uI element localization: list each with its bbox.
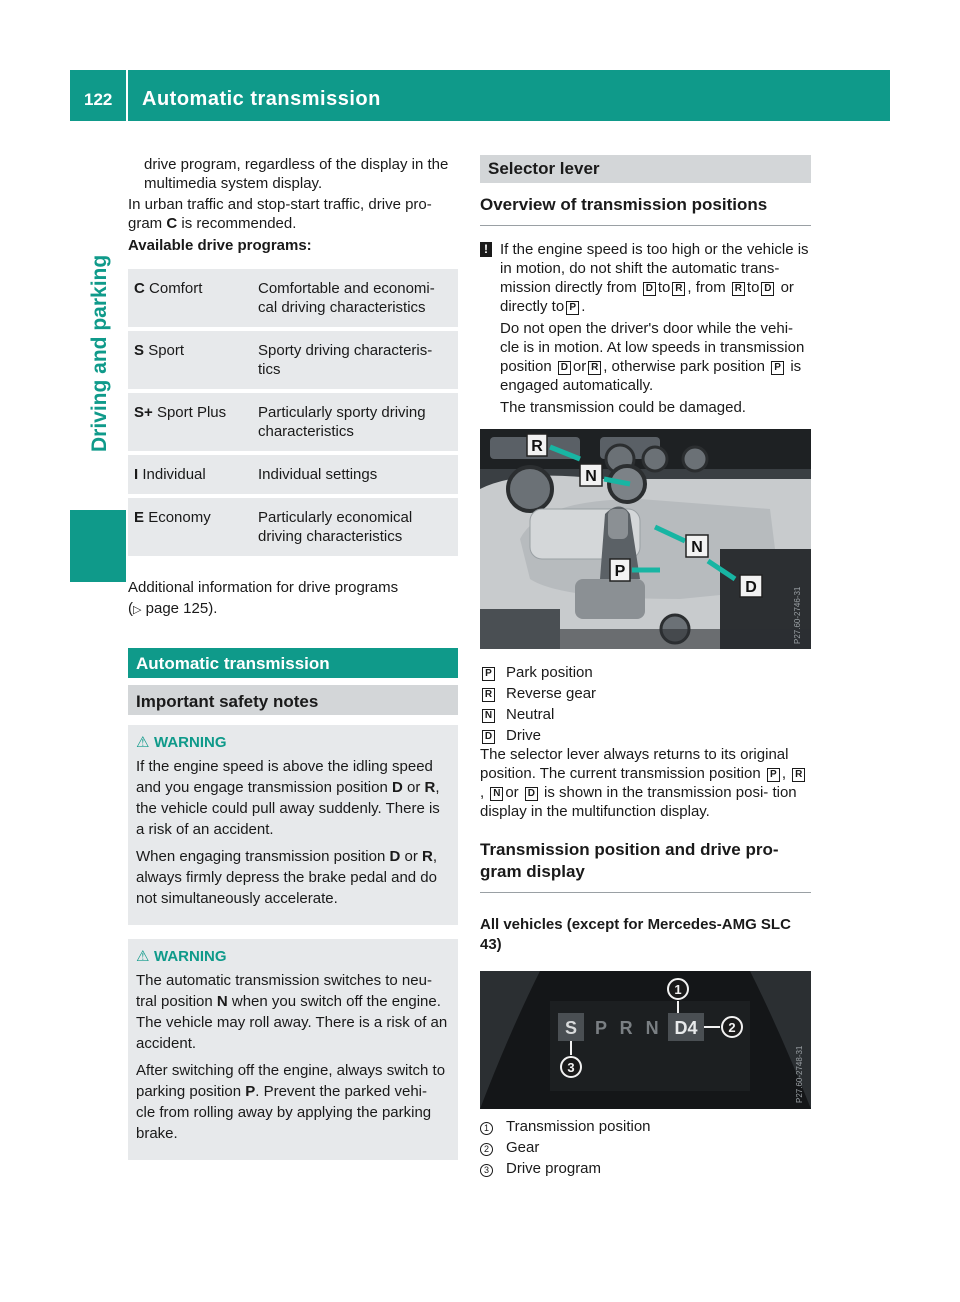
- key-n-icon: N: [482, 709, 495, 723]
- legend-label: Drive program: [506, 1160, 602, 1177]
- key-p-icon: P: [771, 361, 784, 375]
- w2-key-n: N: [216, 993, 228, 1010]
- warning-title: [136, 947, 450, 966]
- program-name-cell: [128, 269, 252, 329]
- program-key: S+: [134, 404, 153, 421]
- w1-key-d: D: [392, 779, 403, 796]
- program-name: Individual: [142, 466, 206, 483]
- returns-paragraph: The selector lever always returns to its original position. The current transmission position P , R, N or D is shown in the transmission posi- tion display in the multifunction display.: [480, 745, 811, 821]
- callout-d: [740, 575, 762, 597]
- program-name-cell: [128, 329, 252, 391]
- program-name: Sport: [148, 342, 185, 359]
- note-from: , from: [687, 279, 726, 296]
- display-legend: [480, 1117, 811, 1178]
- gear-readout: D4: [674, 1018, 698, 1038]
- program-name-cell: [128, 453, 252, 496]
- w1-key-r: R: [424, 779, 436, 796]
- program-row: [128, 269, 458, 329]
- callout-2-icon: 2: [480, 1143, 493, 1156]
- chapter-label: Driving and parking: [88, 254, 111, 452]
- warning-icon: ⚠: [136, 948, 150, 965]
- transmission-positions-readout: P R N: [595, 1018, 663, 1038]
- key-r-icon: R: [482, 688, 495, 702]
- program-description: Comfortable and economi- cal driving characteristics: [252, 269, 458, 329]
- note-text: Do not open the driver's door while the vehi- cle is in motion. At low speeds in transmission position: [500, 320, 805, 375]
- legend-label: Neutral: [506, 706, 555, 723]
- svg-text:R: R: [531, 438, 543, 455]
- svg-text:D: D: [745, 579, 757, 596]
- overview-heading: Overview of transmission positions: [480, 194, 811, 226]
- legend-item: [480, 705, 811, 724]
- caution-para-1: If the engine speed is too high or the vehicle is in motion, do not shift the automatic trans- mission directly from D to R , from R to D or directly to P .: [500, 241, 809, 315]
- note-text: If the engine speed is too high or the vehicle is in motion, do not shift the automatic trans- mission directly from: [500, 241, 809, 296]
- header-divider: [126, 70, 128, 121]
- w1b-text-end: , always firmly depress the brake pedal and do not simultaneously accelerate.: [136, 848, 438, 907]
- key-r-icon: R: [588, 361, 601, 375]
- program-key: C: [134, 280, 145, 297]
- key-p-icon: P: [566, 301, 579, 315]
- warning-2-para-2: [136, 1060, 450, 1144]
- legend-item: [480, 684, 811, 703]
- svg-text:N: N: [691, 539, 703, 556]
- warning-label: WARNING: [154, 734, 227, 751]
- caution-para-2: [500, 319, 811, 395]
- svg-text:3: 3: [567, 1060, 575, 1075]
- chapter-marker: [70, 510, 126, 582]
- legend-item: [480, 726, 811, 745]
- callout-1-icon: 1: [480, 1122, 493, 1135]
- svg-text:N: N: [585, 468, 597, 485]
- callout-r: [527, 434, 547, 456]
- program-key: I: [134, 466, 139, 483]
- urban-key: C: [166, 215, 178, 232]
- program-description: Individual settings: [252, 453, 458, 496]
- note-text: , otherwise park position: [603, 358, 765, 375]
- warning-box-1: [128, 725, 458, 925]
- w2b-text-end: . Prevent the parked vehi- cle from rolling away by applying the parking brake.: [136, 1083, 432, 1142]
- program-name-cell: [128, 496, 252, 558]
- urban-recommendation: [128, 195, 458, 233]
- drive-programs-table: [128, 269, 458, 560]
- drive-program-readout: S: [564, 1018, 578, 1038]
- photo-code: P27.60-2748-31: [795, 1045, 804, 1103]
- warning-1-para-2: [136, 846, 450, 909]
- display-illustration: [480, 971, 811, 1109]
- legend-label: Transmission position: [506, 1118, 651, 1135]
- note-or: or: [572, 358, 587, 375]
- section-heading: Automatic transmission: [128, 648, 458, 678]
- returns-text-end: is shown in the transmission posi- tion display in the multifunction display.: [480, 784, 797, 820]
- note-to: to: [657, 279, 671, 296]
- callout-n: [580, 464, 602, 486]
- key-n-icon: N: [490, 787, 503, 801]
- key-r-icon: R: [792, 768, 805, 782]
- w1b-or: or: [400, 848, 423, 865]
- warning-title: [136, 733, 450, 752]
- photo-code: P27.60-2746-31: [793, 586, 802, 644]
- callout-p: [610, 559, 630, 581]
- subsection-heading: Important safety notes: [128, 685, 458, 715]
- w2-text-end: when you switch off the engine. The vehicle may roll away. There is a risk of an accident.: [136, 993, 448, 1052]
- all-vehicles-heading: All vehicles (except for Mercedes-AMG SLC 43): [480, 916, 791, 953]
- page-number: 122: [84, 90, 113, 109]
- svg-text:2: 2: [728, 1020, 736, 1035]
- warning-box-2: [128, 939, 458, 1160]
- callout-n2: [686, 535, 708, 557]
- w1-text-end: , the vehicle could pull away suddenly. There is a risk of an accident.: [136, 779, 440, 838]
- warning-label: WARNING: [154, 948, 227, 965]
- caution-icon: !: [480, 242, 492, 257]
- legend-item: [480, 1159, 811, 1178]
- returns-or: or: [505, 784, 519, 801]
- program-description: Sporty driving characteris- tics: [252, 329, 458, 391]
- legend-label: Reverse gear: [506, 685, 597, 702]
- legend-label: Drive: [506, 727, 542, 744]
- program-name-cell: [128, 391, 252, 453]
- left-column: [128, 155, 458, 1160]
- program-row: [128, 329, 458, 391]
- page-title: Automatic transmission: [142, 88, 381, 110]
- program-name: Economy: [148, 509, 211, 526]
- note-or: or directly to: [500, 279, 794, 315]
- key-d-icon: D: [643, 282, 656, 296]
- key-d-icon: D: [761, 282, 774, 296]
- caution-note: [480, 240, 811, 417]
- program-row: [128, 496, 458, 558]
- program-row: [128, 391, 458, 453]
- w1b-text: When engaging transmission position: [136, 848, 390, 865]
- key-p-icon: P: [482, 667, 495, 681]
- page-header: [70, 70, 890, 121]
- key-d-icon: D: [482, 730, 495, 744]
- program-description: Particularly sporty driving characteristics: [252, 391, 458, 453]
- svg-text:P: P: [614, 563, 626, 580]
- program-key: E: [134, 509, 145, 526]
- warning-1-para-1: [136, 756, 450, 840]
- w2b-text: After switching off the engine, always switch to parking position: [136, 1062, 446, 1100]
- legend-label: Park position: [506, 664, 593, 681]
- instrument-display-photo: [480, 971, 811, 1109]
- additional-info: Additional information for drive programs: [128, 579, 399, 596]
- program-row: [128, 453, 458, 496]
- svg-text:1: 1: [674, 982, 682, 997]
- arrow-icon: ▷: [133, 604, 142, 616]
- warning-icon: ⚠: [136, 734, 150, 751]
- available-programs-label: Available drive programs:: [128, 237, 312, 254]
- display-heading: Transmission position and drive pro- gram display: [480, 839, 811, 893]
- selector-lever-illustration: [480, 429, 811, 649]
- w1b-key-d: D: [389, 848, 401, 865]
- note-to: to: [746, 279, 760, 296]
- right-column: [480, 155, 811, 1178]
- positions-legend: [480, 663, 811, 745]
- returns-text: The selector lever always returns to its original position. The current transmission position: [480, 746, 789, 782]
- legend-item: [480, 1117, 811, 1136]
- w2-text: The automatic transmission switches to neu- tral position: [136, 972, 432, 1010]
- page-reference-link[interactable]: page 125).: [145, 600, 218, 617]
- urban-text: In urban traffic and stop-start traffic, drive pro- gram: [128, 196, 432, 232]
- legend-item: [480, 1138, 811, 1157]
- note-text: is engaged automatically.: [500, 358, 802, 394]
- urban-text-end: is recommended.: [177, 215, 297, 232]
- w1-or: or: [402, 779, 425, 796]
- key-r-icon: R: [732, 282, 745, 296]
- program-key: S: [134, 342, 145, 359]
- page-reference[interactable]: (▷ page 125).: [128, 600, 218, 617]
- callout-3-icon: 3: [480, 1164, 493, 1177]
- legend-label: Gear: [506, 1139, 540, 1156]
- selector-lever-photo: [480, 429, 811, 649]
- legend-item: [480, 663, 811, 682]
- program-name: Comfort: [149, 280, 203, 297]
- program-description: Particularly economical driving characteristics: [252, 496, 458, 558]
- intro-continuation: drive program, regardless of the display in the multimedia system display.: [144, 156, 449, 192]
- program-name: Sport Plus: [156, 404, 227, 421]
- warning-2-para-1: [136, 970, 450, 1054]
- w1b-key-r: R: [422, 848, 433, 865]
- key-d-icon: D: [558, 361, 571, 375]
- w2b-key-p: P: [245, 1083, 256, 1100]
- key-r-icon: R: [672, 282, 685, 296]
- caution-para-3: The transmission could be damaged.: [500, 399, 746, 416]
- selector-lever-heading: Selector lever: [480, 155, 811, 183]
- key-d-icon: D: [525, 787, 538, 801]
- w1-text: If the engine speed is above the idling speed and you engage transmission position: [136, 758, 433, 796]
- key-p-icon: P: [767, 768, 780, 782]
